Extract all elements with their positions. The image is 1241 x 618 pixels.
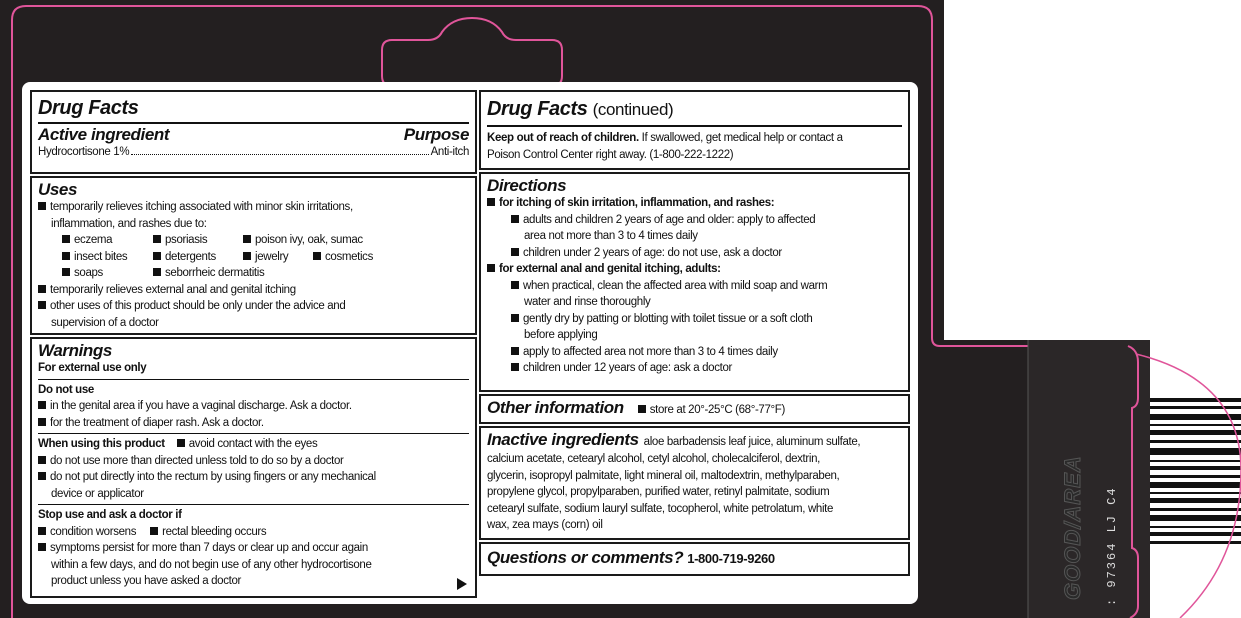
warning-line: for the treatment of diaper rash. Ask a doctor.: [50, 416, 264, 429]
directions-box: [479, 172, 910, 392]
questions-box: [479, 542, 910, 576]
inactive-line: propylene glycol, propylparaben, purified water, retinyl palmitate, sodium: [487, 486, 830, 498]
keep-out-bold: Keep out of reach of children.: [487, 132, 639, 144]
inactive-line: cetearyl sulfate, sodium lauryl sulfate, tocopherol, white petrolatum, white: [487, 502, 834, 515]
do-not-use-heading: Do not use: [38, 383, 94, 396]
side-logo: [1060, 455, 1086, 600]
active-ingredient-heading: Active ingredient: [38, 125, 170, 144]
uses-line: temporarily relieves itching associated with minor skin irritations,: [50, 201, 353, 213]
warnings-box: [30, 337, 477, 598]
inactive-line: calcium acetate, cetearyl alcohol, cetyl alcohol, cholecalciferol, dextrin,: [487, 453, 820, 465]
bullet-icon: [487, 198, 495, 206]
side-logo-text: GOOD/AREA: [1060, 455, 1085, 600]
barcode-stripes: [1150, 398, 1241, 544]
directions-line: when practical, clean the affected area with mild soap and warm: [523, 279, 828, 292]
external-use-only: For external use only: [38, 362, 147, 374]
directions-line: children under 12 years of age: ask a doctor: [523, 362, 732, 374]
uses-item: poison ivy, oak, sumac: [255, 234, 363, 246]
directions-subheading: for external anal and genital itching, adults:: [499, 263, 721, 275]
uses-item: psoriasis: [165, 234, 208, 246]
uses-item: detergents: [165, 250, 216, 263]
bullet-icon: [38, 472, 46, 480]
bullet-icon: [38, 301, 46, 309]
directions-line: adults and children 2 years of age and older: apply to affected: [523, 213, 816, 226]
warning-line: do not put directly into the rectum by using fingers or any mechanical: [50, 471, 376, 483]
bullet-icon: [38, 527, 46, 535]
continued-label: (continued): [592, 100, 674, 119]
questions-phone: 1-800-719-9260: [687, 551, 775, 566]
bullet-icon: [38, 456, 46, 464]
bullet-icon: [243, 252, 251, 260]
bullet-icon: [511, 314, 519, 322]
drug-facts-left-panel: [30, 90, 479, 598]
uses-line: supervision of a doctor: [51, 316, 159, 329]
other-information-box: [479, 394, 910, 424]
bullet-icon: [511, 281, 519, 289]
keep-out-line2: Poison Control Center right away. (1-800-222-1222): [487, 148, 734, 161]
warning-line: device or applicator: [51, 487, 144, 500]
uses-box: [30, 176, 477, 335]
bullet-icon: [511, 215, 519, 223]
bullet-icon: [62, 235, 70, 243]
purpose-heading: Purpose: [403, 125, 469, 144]
directions-line: gently dry by patting or blotting with toilet tissue or a soft cloth: [523, 312, 813, 325]
warning-line: in the genital area if you have a vaginal discharge. Ask a doctor.: [50, 400, 352, 412]
bullet-icon: [38, 401, 46, 409]
side-code-text: : 97364 LJ C4: [1105, 486, 1119, 606]
inactive-line: aloe barbadensis leaf juice, aluminum sulfate,: [643, 436, 861, 448]
bullet-icon: [38, 543, 46, 551]
bullet-icon: [177, 439, 185, 447]
bullet-icon: [638, 405, 646, 413]
warning-line: symptoms persist for more than 7 days or clear up and occur again: [50, 542, 368, 554]
drug-facts-right-panel: [479, 90, 912, 576]
bullet-icon: [38, 418, 46, 426]
bullet-icon: [153, 235, 161, 243]
bullet-icon: [62, 252, 70, 260]
uses-item: jewelry: [255, 250, 289, 263]
warning-line: rectal bleeding occurs: [162, 525, 267, 538]
directions-subheading: for itching of skin irritation, inflammation, and rashes:: [499, 197, 775, 209]
active-ingredient-purpose: Anti-itch: [430, 146, 469, 158]
drug-facts-title: Drug Facts: [38, 97, 139, 119]
bullet-icon: [511, 347, 519, 355]
directions-heading: Directions: [487, 176, 567, 195]
warning-line: do not use more than directed unless told to do so by a doctor: [50, 454, 344, 467]
directions-line: children under 2 years of age: do not use, ask a doctor: [523, 246, 782, 259]
directions-line: area not more than 3 to 4 times daily: [524, 230, 698, 242]
uses-line: other uses of this product should be only under the advice and: [50, 300, 346, 312]
other-information-heading: Other information: [487, 398, 624, 417]
bullet-icon: [511, 363, 519, 371]
keep-out-text: If swallowed, get medical help or contact a: [638, 132, 843, 144]
uses-line: inflammation, and rashes due to:: [51, 217, 207, 230]
warnings-heading: Warnings: [38, 341, 112, 360]
inactive-line: glycerin, isopropyl palmitate, light mineral oil, maltodextrin, methylparaben,: [487, 469, 840, 482]
continue-arrow-icon: [457, 578, 467, 590]
uses-item: seborrheic dermatitis: [165, 267, 265, 279]
when-using-heading: When using this product: [38, 438, 165, 450]
side-code: [1102, 486, 1120, 606]
uses-heading: Uses: [38, 180, 78, 199]
bullet-icon: [511, 248, 519, 256]
directions-line: water and rinse thoroughly: [524, 296, 651, 308]
bullet-icon: [153, 252, 161, 260]
uses-item: cosmetics: [325, 250, 373, 263]
bullet-icon: [153, 268, 161, 276]
uses-item: soaps: [74, 267, 103, 279]
bullet-icon: [243, 235, 251, 243]
bullet-icon: [487, 264, 495, 272]
inactive-ingredients-heading: Inactive ingredients: [487, 430, 639, 449]
stop-use-heading: Stop use and ask a doctor if: [38, 509, 182, 521]
directions-line: before applying: [524, 329, 598, 341]
bullet-icon: [313, 252, 321, 260]
active-ingredient-name: Hydrocortisone 1%: [38, 146, 130, 158]
warning-line: product unless you have asked a doctor: [51, 575, 241, 587]
inactive-ingredients-box: [479, 426, 910, 540]
uses-line: temporarily relieves external anal and genital itching: [50, 283, 296, 296]
bullet-icon: [150, 527, 158, 535]
directions-line: apply to affected area not more than 3 to 4 times daily: [523, 345, 778, 358]
warning-line: condition worsens: [50, 525, 137, 538]
keep-out-box: [479, 90, 910, 170]
bullet-icon: [62, 268, 70, 276]
other-information-text: store at 20°-25°C (68°-77°F): [649, 404, 785, 416]
drug-facts-continued-title: Drug Facts: [487, 98, 588, 120]
warning-line: within a few days, and do not begin use of any other hydrocortisone: [51, 558, 372, 571]
questions-heading: Questions or comments?: [487, 548, 684, 567]
bullet-icon: [38, 285, 46, 293]
inactive-line: wax, zea mays (corn) oil: [487, 519, 603, 531]
active-ingredient-box: [30, 90, 477, 174]
warning-line: avoid contact with the eyes: [188, 438, 318, 450]
bullet-icon: [38, 202, 46, 210]
uses-item: insect bites: [74, 250, 128, 263]
uses-item: eczema: [74, 234, 113, 246]
